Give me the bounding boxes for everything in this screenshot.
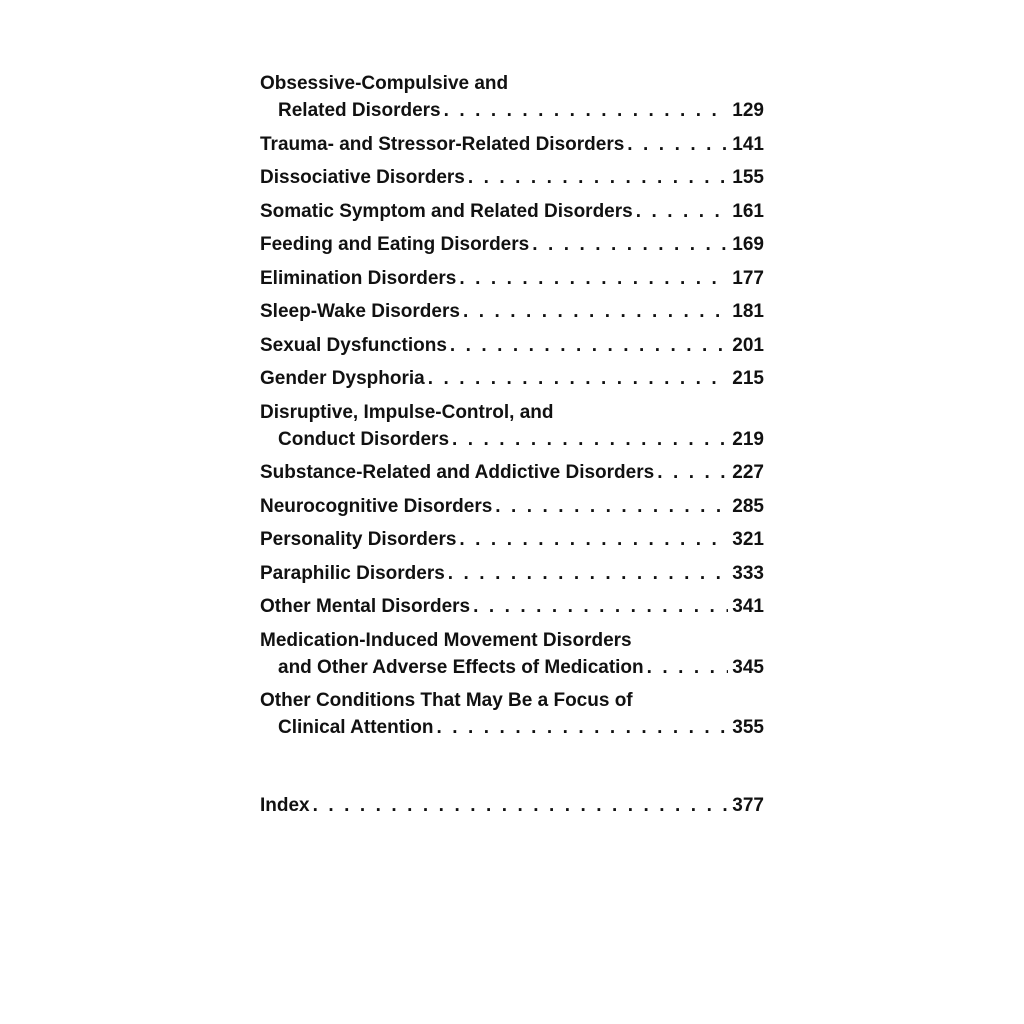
toc-entry-paraphilic[interactable] xyxy=(260,560,764,587)
toc-entry-title: Other Mental Disorders xyxy=(260,596,471,617)
dot-leader xyxy=(627,131,728,158)
toc-page-number: 129 xyxy=(732,100,764,121)
toc-entry-line xyxy=(260,164,764,191)
toc-page-number: 227 xyxy=(732,462,764,483)
dot-leader xyxy=(437,714,729,741)
toc-entry-title: Neurocognitive Disorders xyxy=(260,495,493,517)
toc-entry-title: Elimination Disorders xyxy=(260,267,457,289)
toc-page-number: 355 xyxy=(732,717,764,738)
toc-page-number: 219 xyxy=(732,428,764,450)
toc-entry-line xyxy=(260,198,764,225)
toc-entry-personality[interactable] xyxy=(260,526,764,553)
dot-leader xyxy=(463,298,728,325)
toc-entry-line xyxy=(260,627,764,654)
dot-leader xyxy=(468,164,728,191)
toc-entry-title: Feeding and Eating Disorders xyxy=(260,234,530,255)
toc-entry-line xyxy=(260,399,764,426)
dot-leader xyxy=(428,365,729,392)
toc-entry-line xyxy=(260,97,764,124)
toc-entry-substance[interactable] xyxy=(260,459,764,486)
toc-entry-line xyxy=(260,792,764,819)
toc-entry-neurocognitive[interactable] xyxy=(260,493,764,520)
dot-leader xyxy=(495,493,728,520)
toc-page-number: 215 xyxy=(732,368,764,389)
toc-entry-other-conditions[interactable] xyxy=(260,687,764,741)
toc-entry-title-cont: and Other Adverse Effects of Medication xyxy=(278,656,644,678)
dot-leader xyxy=(452,426,728,453)
toc-entry-title: Medication-Induced Movement Disorders xyxy=(260,629,632,651)
toc-entry-line xyxy=(260,654,764,681)
toc-page-number: 169 xyxy=(732,234,764,255)
toc-entry-line xyxy=(260,526,764,553)
toc-page-number: 345 xyxy=(732,656,764,678)
toc-entry-title: Sleep-Wake Disorders xyxy=(260,301,460,322)
toc-entry-line xyxy=(260,365,764,392)
toc-entry-index[interactable] xyxy=(260,792,764,819)
dot-leader xyxy=(636,198,729,225)
toc-entry-title: Obsessive-Compulsive and xyxy=(260,73,509,94)
toc-entry-line xyxy=(260,493,764,520)
dot-leader xyxy=(657,459,728,486)
toc-entry-dissociative[interactable] xyxy=(260,164,764,191)
toc-entry-trauma[interactable] xyxy=(260,131,764,158)
toc-entry-title: Trauma- and Stressor-Related Disorders xyxy=(260,133,625,155)
dot-leader xyxy=(448,560,729,587)
dot-leader xyxy=(459,526,728,553)
toc-entry-line xyxy=(260,131,764,158)
toc-entry-gender[interactable] xyxy=(260,365,764,392)
toc-page-number: 155 xyxy=(732,167,764,188)
dot-leader xyxy=(459,265,728,292)
toc-page-number: 181 xyxy=(732,301,764,322)
toc-entry-title: Index xyxy=(260,795,310,816)
toc-entry-line xyxy=(260,593,764,620)
toc-entry-line xyxy=(260,70,764,97)
toc-entry-feeding[interactable] xyxy=(260,231,764,258)
toc-entry-line xyxy=(260,426,764,453)
toc-entry-disruptive[interactable] xyxy=(260,399,764,453)
toc-entry-title: Substance-Related and Addictive Disorders xyxy=(260,462,655,483)
toc-page-number: 177 xyxy=(732,267,764,289)
toc-entry-line xyxy=(260,714,764,741)
toc-entry-sexual[interactable] xyxy=(260,332,764,359)
table-of-contents xyxy=(260,70,764,826)
toc-page-number: 285 xyxy=(732,495,764,517)
dot-leader xyxy=(444,97,729,124)
toc-entry-line xyxy=(260,560,764,587)
toc-entry-line xyxy=(260,459,764,486)
toc-entry-other-mental[interactable] xyxy=(260,593,764,620)
toc-entry-title: Paraphilic Disorders xyxy=(260,562,445,584)
dot-leader xyxy=(532,231,728,258)
toc-page-number: 161 xyxy=(732,200,764,222)
toc-entry-line xyxy=(260,332,764,359)
toc-entry-line xyxy=(260,687,764,714)
toc-entry-title: Other Conditions That May Be a Focus of xyxy=(260,690,633,711)
toc-entry-sleep-wake[interactable] xyxy=(260,298,764,325)
toc-page-number: 141 xyxy=(732,133,764,155)
toc-page-number: 201 xyxy=(732,334,764,356)
toc-entry-title: Dissociative Disorders xyxy=(260,167,465,188)
toc-entry-line xyxy=(260,298,764,325)
toc-entry-title: Disruptive, Impulse-Control, and xyxy=(260,401,554,423)
toc-entry-title-cont: Clinical Attention xyxy=(278,717,434,738)
dot-leader xyxy=(473,593,728,620)
toc-page-number: 321 xyxy=(732,529,764,550)
toc-page-number: 341 xyxy=(732,596,764,617)
toc-page-number: 377 xyxy=(732,795,764,816)
toc-entry-title-cont: Related Disorders xyxy=(278,100,441,121)
toc-entry-line xyxy=(260,231,764,258)
toc-entry-elimination[interactable] xyxy=(260,265,764,292)
toc-entry-title: Somatic Symptom and Related Disorders xyxy=(260,200,633,222)
dot-leader xyxy=(313,792,729,819)
toc-entry-title: Personality Disorders xyxy=(260,529,457,550)
toc-entry-line xyxy=(260,265,764,292)
dot-leader xyxy=(647,654,729,681)
toc-entry-medication-induced[interactable] xyxy=(260,627,764,681)
toc-entry-title-cont: Conduct Disorders xyxy=(278,428,450,450)
dot-leader xyxy=(450,332,728,359)
toc-entry-obsessive-compulsive[interactable] xyxy=(260,70,764,124)
toc-page-number: 333 xyxy=(732,562,764,584)
toc-entry-title: Gender Dysphoria xyxy=(260,368,425,389)
toc-entry-title: Sexual Dysfunctions xyxy=(260,334,447,356)
toc-entry-somatic[interactable] xyxy=(260,198,764,225)
